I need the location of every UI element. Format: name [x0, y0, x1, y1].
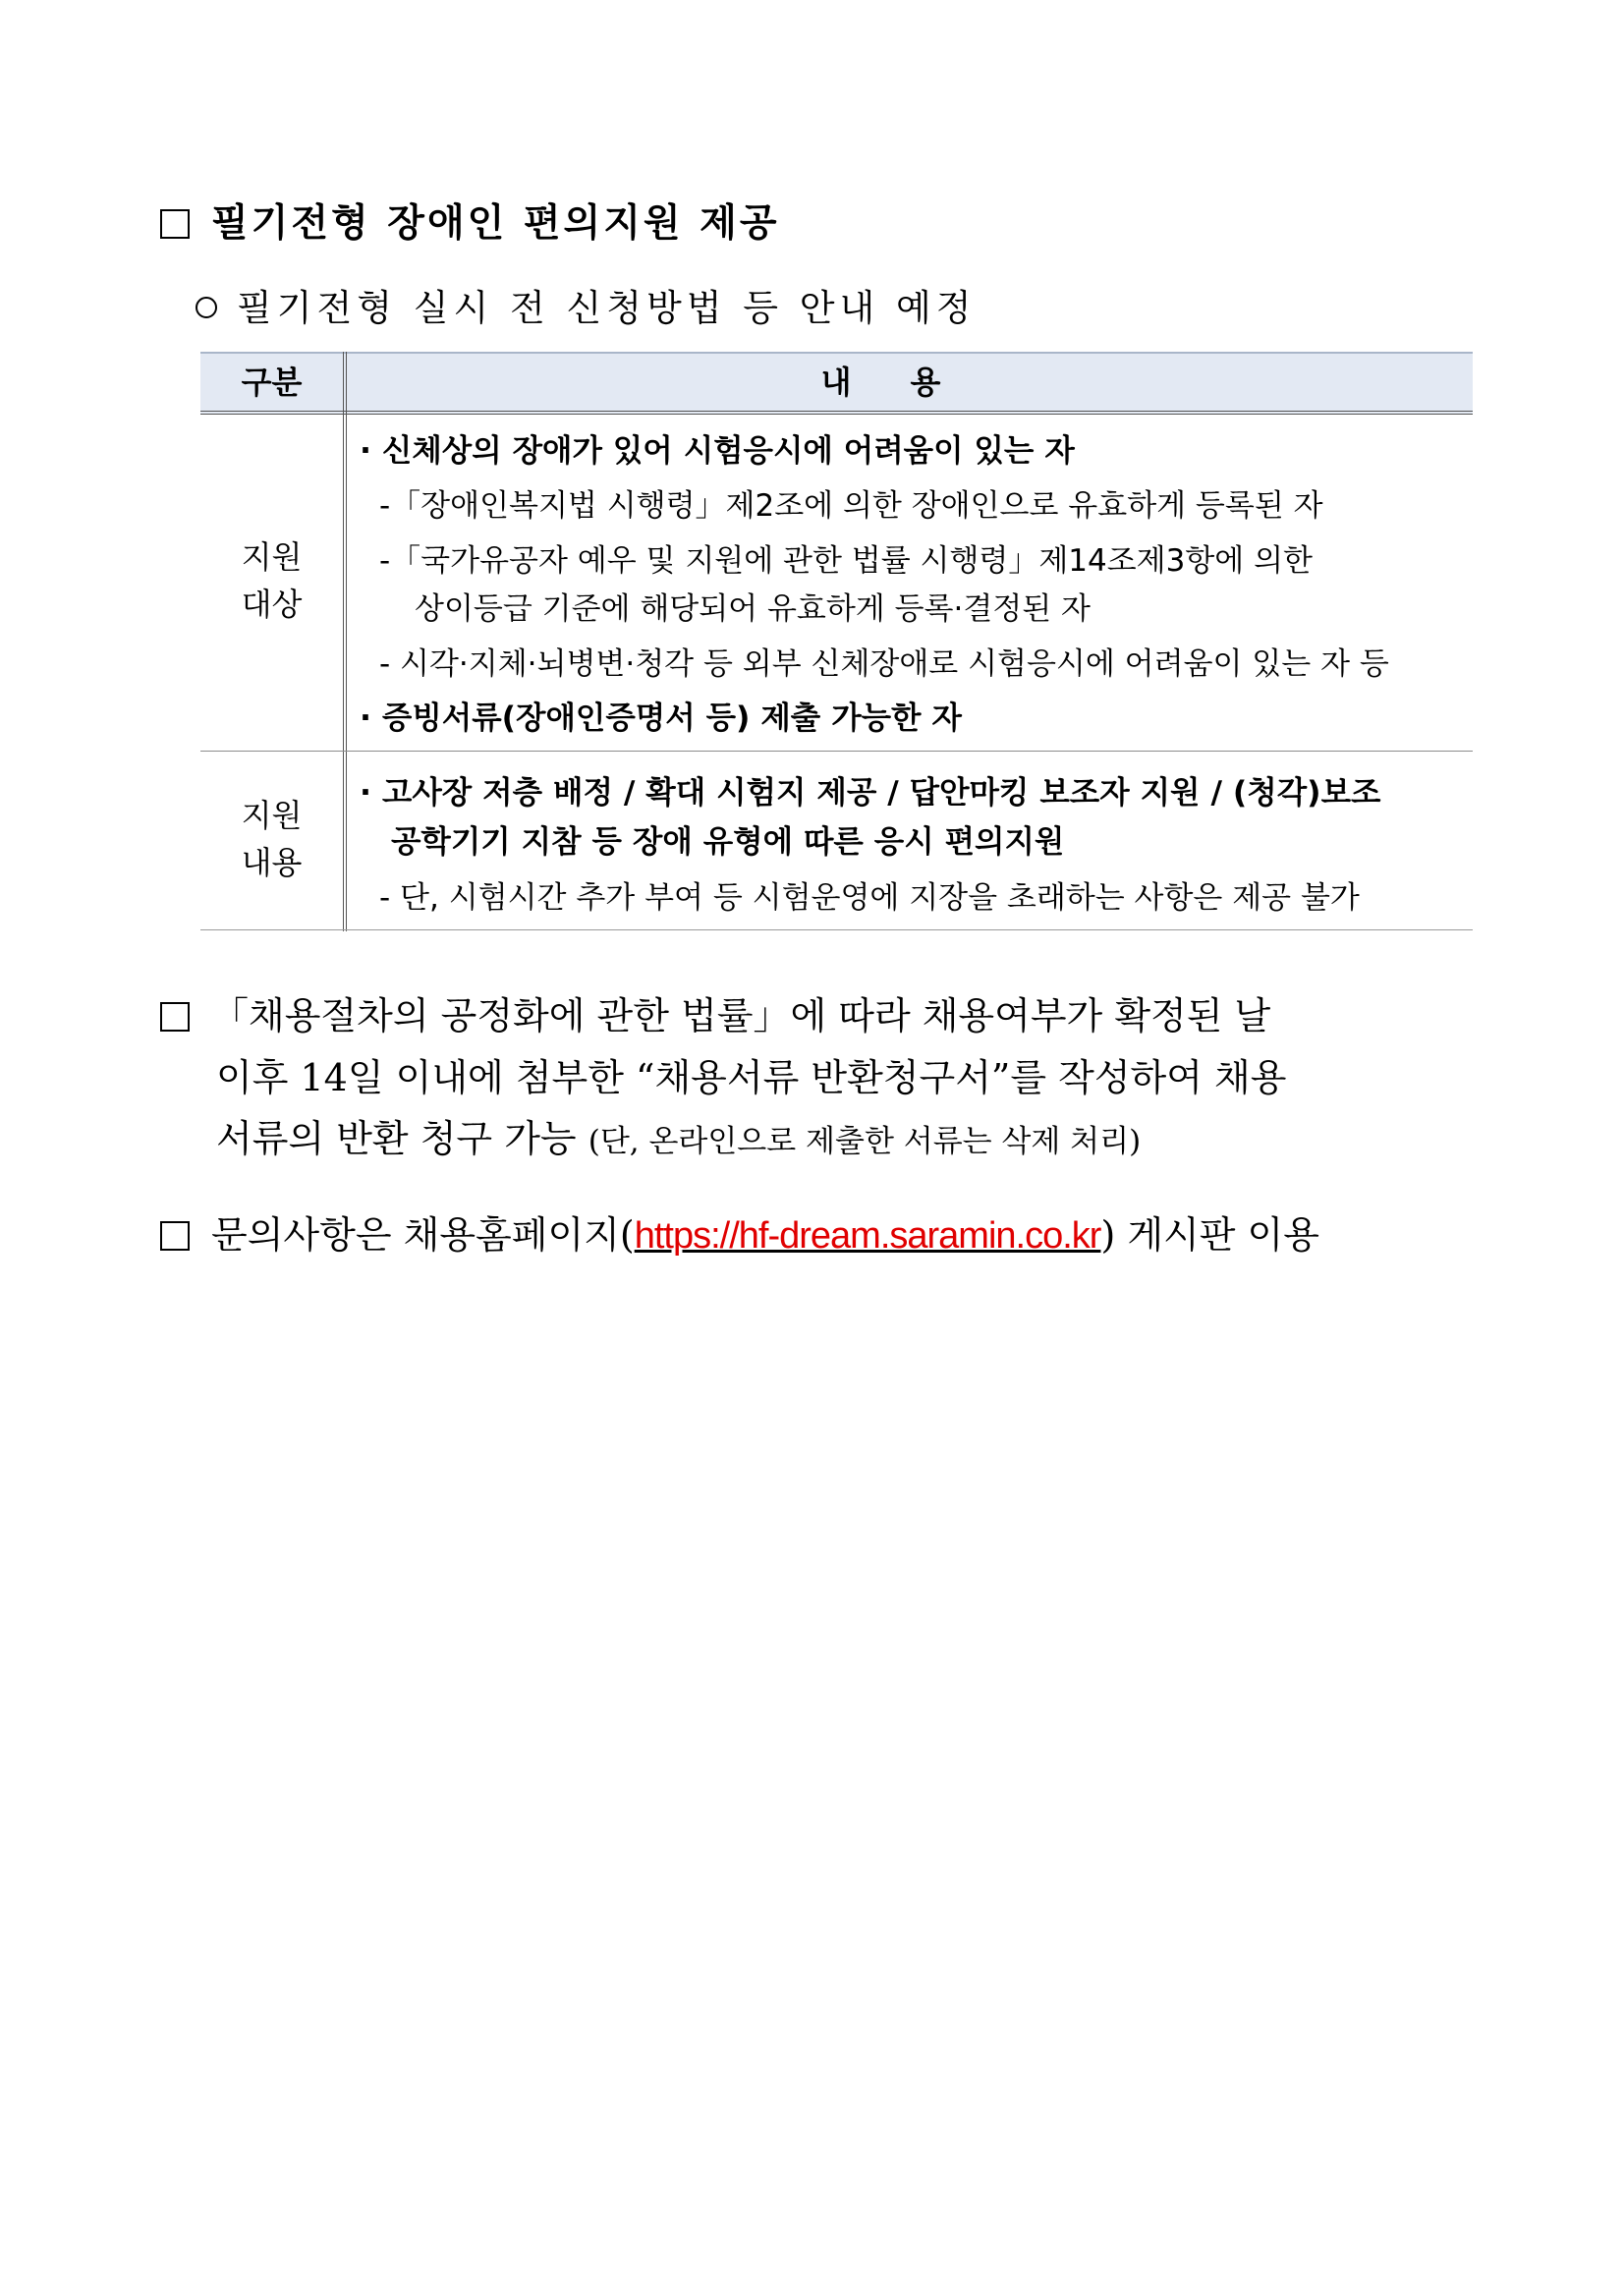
- subtitle-text: 필기전형 실시 전 신청방법 등 안내 예정: [237, 287, 977, 329]
- list-item: · 고사장 저층 배정 / 확대 시험지 제공 / 답안마킹 보조자 지원 / (청각)보조: [360, 775, 1381, 811]
- list-item: - 단, 시험시간 추가 부여 등 시험운영에 지장을 초래하는 사항은 제공 불가: [379, 880, 1360, 916]
- checkbox-icon: [160, 1221, 190, 1251]
- list-item: · 증빙서류(장애인증명서 등) 제출 가능한 자: [360, 700, 962, 736]
- section-subtitle: [196, 278, 976, 331]
- list-item: - 시각·지체·뇌병변·청각 등 외부 신체장애로 시험응시에 어려움이 있는 자 등: [379, 646, 1389, 682]
- table-bottom-border: [200, 929, 1473, 930]
- table-header: [200, 352, 1473, 415]
- homepage-link[interactable]: https://hf-dream.saramin.co.kr: [634, 1215, 1101, 1257]
- list-item: 공학기기 지참 등 장애 유형에 따른 응시 편의지원: [391, 824, 1065, 860]
- section2-line1: 「채용절차의 공정화에 관한 법률」에 따라 채용여부가 확정된 날: [160, 985, 1270, 1039]
- list-item: -「장애인복지법 시행령」제2조에 의한 장애인으로 유효하게 등록된 자: [379, 488, 1323, 524]
- column-divider: [343, 352, 348, 931]
- section2-line3: 서류의 반환 청구 가능 (단, 온라인으로 제출한 서류는 삭제 처리): [216, 1117, 1142, 1160]
- checkbox-icon: [160, 1002, 190, 1032]
- section-heading: [160, 193, 780, 248]
- section-title: 필기전형 장애인 편의지원 제공: [211, 200, 780, 246]
- row-divider: [200, 751, 1473, 752]
- list-item: · 신체상의 장애가 있어 시험응시에 어려움이 있는 자: [360, 433, 1075, 469]
- header-content: 내용: [820, 364, 1000, 401]
- checkbox-icon: [160, 209, 190, 239]
- row-label-content: 지원 내용: [241, 797, 303, 881]
- row-label-target: 지원 대상: [241, 538, 303, 623]
- header-category: 구분: [241, 364, 303, 401]
- circle-bullet-icon: [196, 297, 217, 318]
- section3-line: 문의사항은 채용홈페이지(https://hf-dream.saramin.co.kr) 게시판 이용: [160, 1204, 1319, 1259]
- section2-line2: 이후 14일 이내에 첨부한 “채용서류 반환청구서”를 작성하여 채용: [216, 1056, 1287, 1099]
- list-item: -「국가유공자 예우 및 지원에 관한 법률 시행령」제14조제3항에 의한: [379, 543, 1313, 579]
- list-item: 상이등급 기준에 해당되어 유효하게 등록·결정된 자: [415, 591, 1091, 627]
